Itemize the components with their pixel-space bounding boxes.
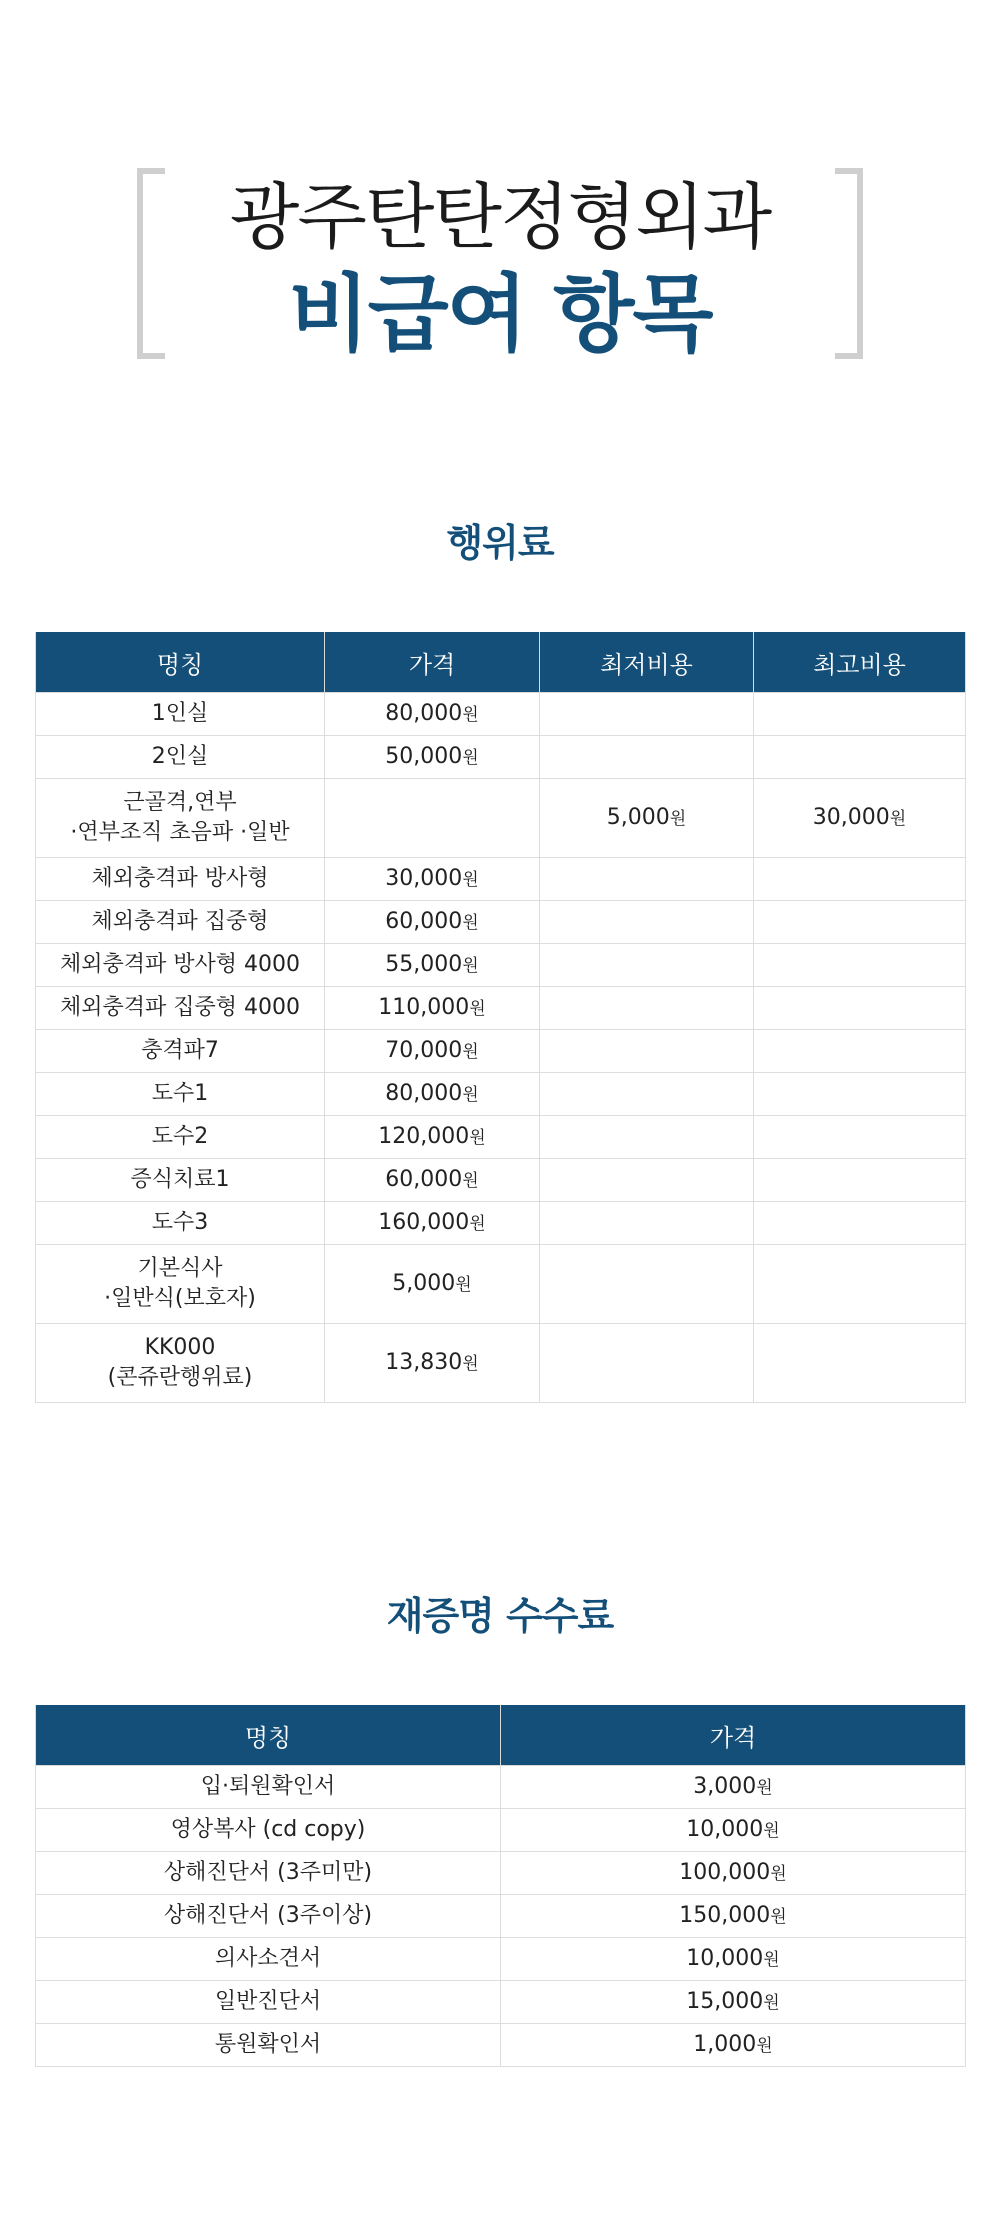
- table-row: [36, 944, 966, 987]
- price-cell-value: 80,000: [385, 700, 463, 726]
- currency-unit: 원: [469, 1127, 486, 1148]
- table-row: [36, 901, 966, 944]
- max-cost-cell: [754, 1202, 966, 1245]
- column-header-name: 명칭: [36, 1705, 501, 1766]
- item-name-cell-value: 체외충격파 집중형: [91, 909, 269, 934]
- max-cost-cell: [754, 779, 966, 858]
- item-name-cell-value: 상해진단서 (3주이상): [163, 1903, 373, 1928]
- table-row: [36, 1852, 966, 1895]
- currency-unit: 원: [669, 808, 687, 829]
- currency-unit: 원: [469, 998, 486, 1019]
- currency-unit: 원: [462, 704, 479, 725]
- currency-unit: 원: [455, 1274, 472, 1295]
- price-cell-value: 160,000: [378, 1209, 470, 1235]
- item-name-cell-value: 도수2: [151, 1124, 209, 1149]
- min-cost-cell: [540, 779, 754, 858]
- price-cell: [325, 1159, 540, 1202]
- price-cell-value: 15,000: [686, 1988, 764, 2014]
- item-name-cell: [36, 1159, 325, 1202]
- currency-unit: 원: [770, 1863, 787, 1884]
- price-cell-value: 110,000: [378, 994, 470, 1020]
- price-cell-value: 120,000: [378, 1123, 470, 1149]
- price-cell-value: 30,000: [385, 865, 463, 891]
- item-name-cell: [36, 2024, 501, 2067]
- item-name-cell-value: 근골격,연부 ·연부조직 초음파 ·일반: [70, 790, 290, 845]
- item-name-cell: [36, 1245, 325, 1324]
- table-row: [36, 1938, 966, 1981]
- min-cost-cell: [540, 1202, 754, 1245]
- column-header-max-cost: 최고비용: [754, 632, 966, 693]
- table-row: [36, 1895, 966, 1938]
- page-title-block: [137, 168, 863, 363]
- min-cost-cell: [540, 1159, 754, 1202]
- item-name-cell: [36, 693, 325, 736]
- table-header-row: [36, 632, 966, 693]
- item-name-cell-value: 상해진단서 (3주미만): [163, 1860, 373, 1885]
- price-cell: [325, 858, 540, 901]
- column-header-min-cost: 최저비용: [540, 632, 754, 693]
- max-cost-cell: [754, 1159, 966, 1202]
- table-row: [36, 987, 966, 1030]
- item-name-cell: [36, 1030, 325, 1073]
- item-name-cell-value: 입·퇴원확인서: [200, 1774, 336, 1799]
- max-cost-cell: [754, 1030, 966, 1073]
- min-cost-cell: [540, 901, 754, 944]
- price-cell: [501, 1938, 966, 1981]
- item-name-cell: [36, 1116, 325, 1159]
- currency-unit: 원: [756, 1777, 773, 1798]
- price-cell: [325, 736, 540, 779]
- price-cell-value: 150,000: [679, 1902, 771, 1928]
- price-cell: [325, 1324, 540, 1403]
- item-name-cell-value: 증식치료1: [130, 1167, 230, 1192]
- price-cell: [325, 1116, 540, 1159]
- table-row: [36, 1159, 966, 1202]
- item-name-cell: [36, 1809, 501, 1852]
- price-cell: [325, 1245, 540, 1324]
- currency-unit: 원: [462, 747, 479, 768]
- price-cell: [501, 1809, 966, 1852]
- min-cost-cell: [540, 1116, 754, 1159]
- item-name-cell: [36, 987, 325, 1030]
- max-cost-cell: [754, 858, 966, 901]
- page-title: 비급여 항목: [288, 265, 712, 363]
- clinic-name: 광주탄탄정형외과: [229, 175, 771, 259]
- min-cost-cell: [540, 987, 754, 1030]
- item-name-cell-value: 도수1: [151, 1081, 209, 1106]
- item-name-cell-value: 체외충격파 방사형: [91, 866, 269, 891]
- table-row: [36, 1981, 966, 2024]
- table-row: [36, 1324, 966, 1403]
- price-cell: [325, 944, 540, 987]
- price-cell-value: 100,000: [679, 1859, 771, 1885]
- price-cell-value: 13,830: [385, 1349, 463, 1375]
- item-name-cell-value: 의사소견서: [214, 1946, 322, 1971]
- price-cell-value: 50,000: [385, 743, 463, 769]
- price-cell: [325, 1202, 540, 1245]
- column-header-price: 가격: [501, 1705, 966, 1766]
- table-row: [36, 858, 966, 901]
- price-cell: [501, 1766, 966, 1809]
- certificate-fee-heading: 재증명 수수료: [386, 1594, 614, 1638]
- currency-unit: 원: [763, 1992, 780, 2013]
- currency-unit: 원: [462, 1353, 479, 1374]
- min-cost-cell: [540, 1324, 754, 1403]
- min-cost-cell-value: 5,000: [606, 804, 670, 830]
- currency-unit: 원: [469, 1213, 486, 1234]
- currency-unit: 원: [763, 1949, 780, 1970]
- item-name-cell-value: 기본식사 ·일반식(보호자): [104, 1256, 256, 1311]
- item-name-cell: [36, 1938, 501, 1981]
- table-header-row: [36, 1705, 966, 1766]
- max-cost-cell: [754, 736, 966, 779]
- currency-unit: 원: [889, 808, 907, 829]
- max-cost-cell: [754, 901, 966, 944]
- certificate-fee-rows: [36, 1766, 966, 2067]
- currency-unit: 원: [763, 1820, 780, 1841]
- table-row: [36, 779, 966, 858]
- table-row: [36, 736, 966, 779]
- currency-unit: 원: [462, 1170, 479, 1191]
- price-cell: [325, 1030, 540, 1073]
- currency-unit: 원: [462, 912, 479, 933]
- column-header-price: 가격: [325, 632, 540, 693]
- currency-unit: 원: [462, 869, 479, 890]
- max-cost-cell: [754, 987, 966, 1030]
- item-name-cell-value: 2인실: [151, 744, 209, 769]
- price-cell: [325, 779, 540, 858]
- item-name-cell-value: 체외충격파 방사형 4000: [60, 952, 300, 977]
- price-cell: [501, 1852, 966, 1895]
- min-cost-cell: [540, 858, 754, 901]
- price-cell: [325, 901, 540, 944]
- min-cost-cell: [540, 1030, 754, 1073]
- price-cell: [501, 2024, 966, 2067]
- item-name-cell-value: 일반진단서: [214, 1989, 322, 2014]
- price-cell-value: 10,000: [686, 1945, 764, 1971]
- max-cost-cell: [754, 1116, 966, 1159]
- price-cell-value: 1,000: [693, 2031, 757, 2057]
- item-name-cell-value: 도수3: [151, 1210, 209, 1235]
- item-name-cell: [36, 779, 325, 858]
- item-name-cell: [36, 1852, 501, 1895]
- item-name-cell: [36, 1202, 325, 1245]
- table-row: [36, 1073, 966, 1116]
- price-cell-value: 3,000: [693, 1773, 757, 1799]
- max-cost-cell-value: 30,000: [812, 804, 890, 830]
- price-cell: [501, 1895, 966, 1938]
- price-cell-value: 5,000: [392, 1270, 456, 1296]
- price-cell: [325, 693, 540, 736]
- currency-unit: 원: [462, 1041, 479, 1062]
- table-row: [36, 1809, 966, 1852]
- currency-unit: 원: [462, 955, 479, 976]
- item-name-cell-value: 1인실: [151, 701, 209, 726]
- treatment-fee-rows: [36, 693, 966, 1403]
- item-name-cell: [36, 1981, 501, 2024]
- item-name-cell: [36, 858, 325, 901]
- price-cell-value: 10,000: [686, 1816, 764, 1842]
- item-name-cell: [36, 1324, 325, 1403]
- item-name-cell-value: 통원확인서: [214, 2032, 322, 2057]
- max-cost-cell: [754, 693, 966, 736]
- certificate-fee-table: [35, 1705, 966, 2067]
- min-cost-cell: [540, 1245, 754, 1324]
- column-header-name: 명칭: [36, 632, 325, 693]
- item-name-cell-value: 영상복사 (cd copy): [170, 1817, 366, 1842]
- max-cost-cell: [754, 1073, 966, 1116]
- item-name-cell: [36, 944, 325, 987]
- price-cell-value: 55,000: [385, 951, 463, 977]
- price-cell: [501, 1981, 966, 2024]
- max-cost-cell: [754, 1245, 966, 1324]
- max-cost-cell: [754, 1324, 966, 1403]
- treatment-fee-table: [35, 632, 966, 1403]
- min-cost-cell: [540, 944, 754, 987]
- currency-unit: 원: [756, 2035, 773, 2056]
- price-cell: [325, 987, 540, 1030]
- table-row: [36, 2024, 966, 2067]
- price-cell-value: 60,000: [385, 908, 463, 934]
- table-row: [36, 1030, 966, 1073]
- item-name-cell-value: 충격파7: [141, 1038, 219, 1063]
- table-row: [36, 1202, 966, 1245]
- treatment-fee-heading: 행위료: [446, 521, 554, 565]
- item-name-cell: [36, 1073, 325, 1116]
- currency-unit: 원: [770, 1906, 787, 1927]
- currency-unit: 원: [462, 1084, 479, 1105]
- min-cost-cell: [540, 736, 754, 779]
- min-cost-cell: [540, 1073, 754, 1116]
- price-cell-value: 70,000: [385, 1037, 463, 1063]
- item-name-cell-value: 체외충격파 집중형 4000: [60, 995, 300, 1020]
- item-name-cell: [36, 1766, 501, 1809]
- table-row: [36, 1766, 966, 1809]
- price-cell-value: 80,000: [385, 1080, 463, 1106]
- table-row: [36, 1116, 966, 1159]
- max-cost-cell: [754, 944, 966, 987]
- table-row: [36, 1245, 966, 1324]
- price-cell: [325, 1073, 540, 1116]
- price-cell-value: 60,000: [385, 1166, 463, 1192]
- item-name-cell: [36, 736, 325, 779]
- min-cost-cell: [540, 693, 754, 736]
- item-name-cell: [36, 1895, 501, 1938]
- item-name-cell-value: KK000 (콘쥬란행위료): [107, 1335, 253, 1390]
- item-name-cell: [36, 901, 325, 944]
- table-row: [36, 693, 966, 736]
